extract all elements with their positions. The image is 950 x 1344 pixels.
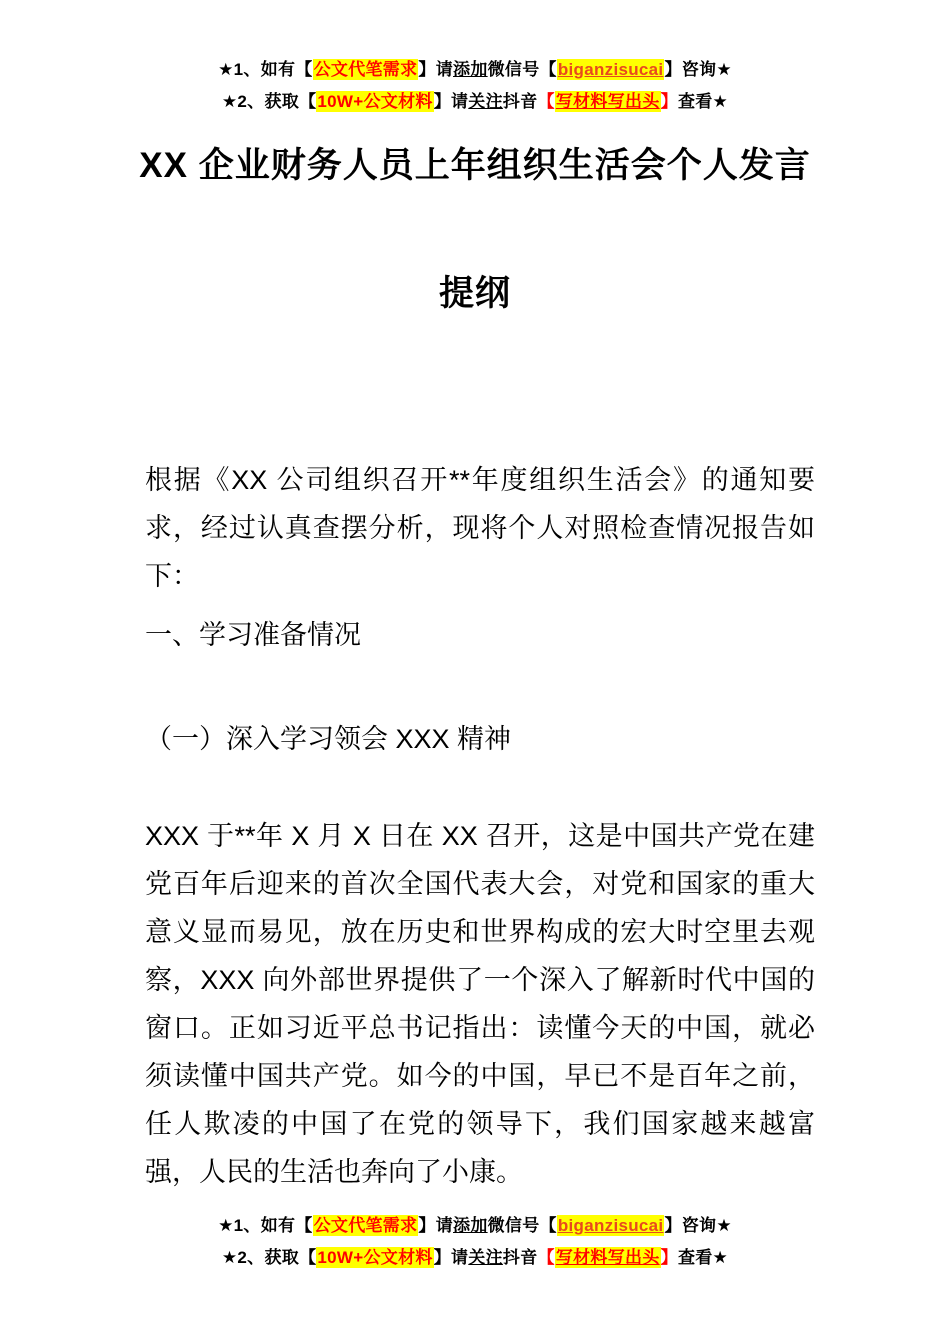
promo-banner-header: [0, 54, 950, 118]
promo-highlight-service: 公文代笔需求: [313, 60, 418, 79]
promo-douyin-id: 写材料写出头: [555, 92, 660, 111]
promo-text: 】咨询★: [664, 1216, 732, 1235]
promo-text: ★1、如有【: [218, 1216, 313, 1235]
promo-wechat-id: biganzisucai: [557, 1216, 664, 1235]
promo-text: 查看★: [677, 92, 729, 111]
promo-text: ★2、获取【: [221, 1248, 317, 1267]
promo-text: 】请: [433, 92, 469, 111]
promo-header-line-2: [0, 86, 950, 118]
section-1-heading: 一、学习准备情况: [145, 620, 361, 650]
promo-red-bracket-open: 【: [537, 92, 555, 111]
promo-underline-follow: 关注: [468, 92, 503, 111]
promo-douyin-id: 写材料写出头: [555, 1248, 660, 1267]
promo-footer-line-1: [0, 1210, 950, 1242]
promo-underline-add: 添加: [453, 60, 488, 79]
document-title-line-2: 提纲: [438, 274, 511, 313]
promo-footer-line-2: [0, 1242, 950, 1274]
promo-highlight-service: 公文代笔需求: [313, 1216, 418, 1235]
promo-text: 】请: [418, 60, 454, 79]
promo-header-line-1: [0, 54, 950, 86]
body-paragraph: XXX 于**年 X 月 X 日在 XX 召开，这是中国共产党在建党百年后迎来的首次全国代表大会，对党和国家的重大意义显而易见，放在历史和世界构成的宏大时空里去观察，XXX 向外部世界提供了一个深入了解新时代中国的窗口。正如习近平总书记指出：读懂今天的中国，就必须读懂中国共产党。如今的中国，早已不是百年之前，任人欺凌的中国了在党的领导下，我们国家越来越富强，人民的生活也奔向了小康。: [145, 821, 815, 1187]
promo-text: 微信号【: [487, 60, 557, 79]
intro-paragraph: 根据《XX 公司组织召开**年度组织生活会》的通知要求，经过认真查摆分析，现将个人对照检查情况报告如下：: [145, 465, 815, 591]
promo-text: 抖音: [502, 92, 538, 111]
promo-red-bracket-close: 】: [660, 92, 678, 111]
promo-text: 】请: [418, 1216, 454, 1235]
promo-highlight-materials: 10W+公文材料: [317, 1248, 433, 1267]
promo-highlight-materials: 10W+公文材料: [317, 92, 433, 111]
promo-underline-add: 添加: [453, 1216, 488, 1235]
promo-text: 】请: [433, 1248, 469, 1267]
promo-text: 】咨询★: [664, 60, 732, 79]
promo-banner-footer: [0, 1210, 950, 1274]
document-title-line-1: XX 企业财务人员上年组织生活会个人发言: [139, 146, 811, 185]
promo-text: ★1、如有【: [218, 60, 313, 79]
promo-red-bracket-open: 【: [537, 1248, 555, 1267]
promo-red-bracket-close: 】: [660, 1248, 678, 1267]
promo-wechat-id: biganzisucai: [557, 60, 664, 79]
promo-text: ★2、获取【: [221, 92, 317, 111]
promo-text: 查看★: [677, 1248, 729, 1267]
promo-text: 抖音: [502, 1248, 538, 1267]
promo-text: 微信号【: [487, 1216, 557, 1235]
subsection-1-heading: （一）深入学习领会 XXX 精神: [145, 724, 512, 754]
promo-underline-follow: 关注: [468, 1248, 503, 1267]
